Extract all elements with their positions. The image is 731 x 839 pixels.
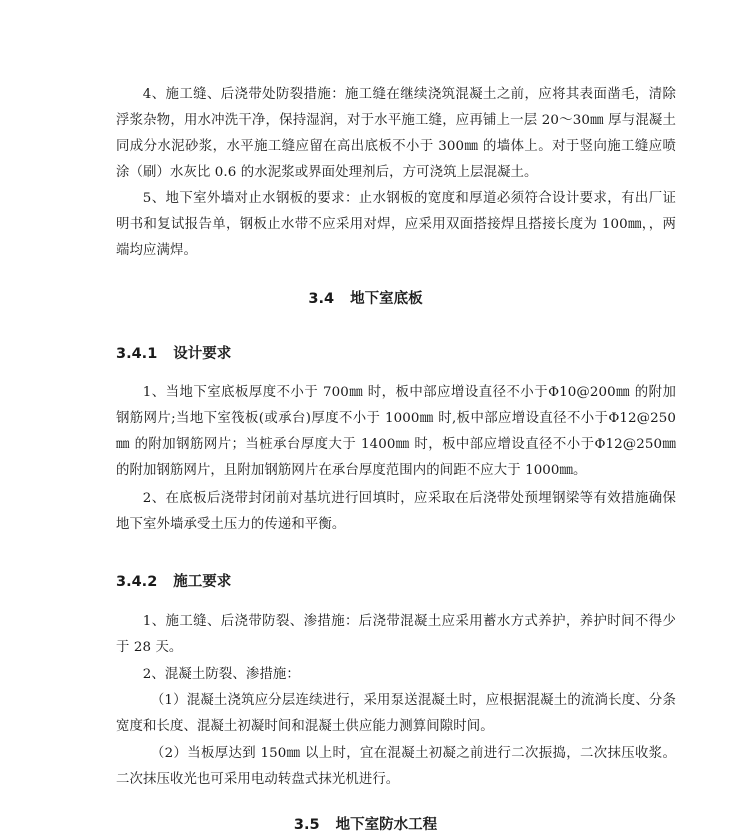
section-title: 设计要求 <box>173 346 232 362</box>
section-title: 地下室防水工程 <box>335 817 438 833</box>
section-heading-3-5 <box>0 813 731 834</box>
paragraph-design-2: 2、在底板后浇带封闭前对基坑进行回填时，应采取在后浇带处预埋钢梁等有效措施确保地下室外墙承受土压力的传递和平衡。 <box>116 491 676 532</box>
section-title: 地下室底板 <box>350 291 423 307</box>
section-heading-3-4-1 <box>116 342 231 363</box>
paragraph-item-4: 4、施工缝、后浇带处防裂措施：施工缝在继续浇筑混凝土之前，应将其表面凿毛，清除浮浆杂物，用水冲洗干净，保持湿润，对于水平施工缝，应再铺上一层 20～30㎜ 厚与混凝土同成分水泥砂浆，水平施工缝应留在高出底板不小于 300㎜ 的墙体上。对于竖向施工缝应喷涂（刷）水灰比 0.6 的水泥浆或界面处理剂后，方可浇筑上层混凝土。 <box>116 87 676 180</box>
section-number: 3.4.1 <box>116 346 158 362</box>
paragraph-construction-2-2: （2）当板厚达到 150㎜ 以上时，宜在混凝土初凝之前进行二次振捣，二次抹压收浆。二次抹压收光也可采用电动转盘式抹光机进行。 <box>116 746 676 787</box>
paragraph-construction-1: 1、施工缝、后浇带防裂、渗措施：后浇带混凝土应采用蓄水方式养护，养护时间不得少于 28 天。 <box>116 614 676 655</box>
section-heading-3-4 <box>0 287 731 308</box>
paragraph-construction-2-1: （1）混凝土浇筑应分层连续进行，采用泵送混凝土时，应根据混凝土的流淌长度、分条宽度和长度、混凝土初凝时间和混凝土供应能力测算间隙时间。 <box>116 693 676 734</box>
section-number: 3.4.2 <box>116 574 158 590</box>
paragraph-construction-2: 2、混凝土防裂、渗措施： <box>142 667 300 682</box>
section-number: 3.4 <box>308 291 335 307</box>
section-title: 施工要求 <box>173 574 232 590</box>
section-heading-3-4-2 <box>116 570 231 591</box>
paragraph-item-5: 5、地下室外墙对止水钢板的要求：止水钢板的宽度和厚道必须符合设计要求，有出厂证明书和复试报告单，钢板止水带不应采用对焊，应采用双面搭接焊且搭接长度为 100㎜，，两端均应满焊。 <box>116 191 676 258</box>
section-number: 3.5 <box>293 817 320 833</box>
paragraph-design-1: 1、当地下室底板厚度不小于 700㎜ 时，板中部应增设直径不小于Φ10@200㎜ 的附加钢筋网片;当地下室筏板(或承台)厚度不小于 1000㎜ 时,板中部应增设直径不小于Φ12@250㎜ 的附加钢筋网片；当桩承台厚度大于 1400㎜ 时，板中部应增设直径不小于Φ12@250㎜ 的附加钢筋网片，且附加钢筋网片在承台厚度范围内的间距不应大于 1000㎜。 <box>116 385 676 478</box>
